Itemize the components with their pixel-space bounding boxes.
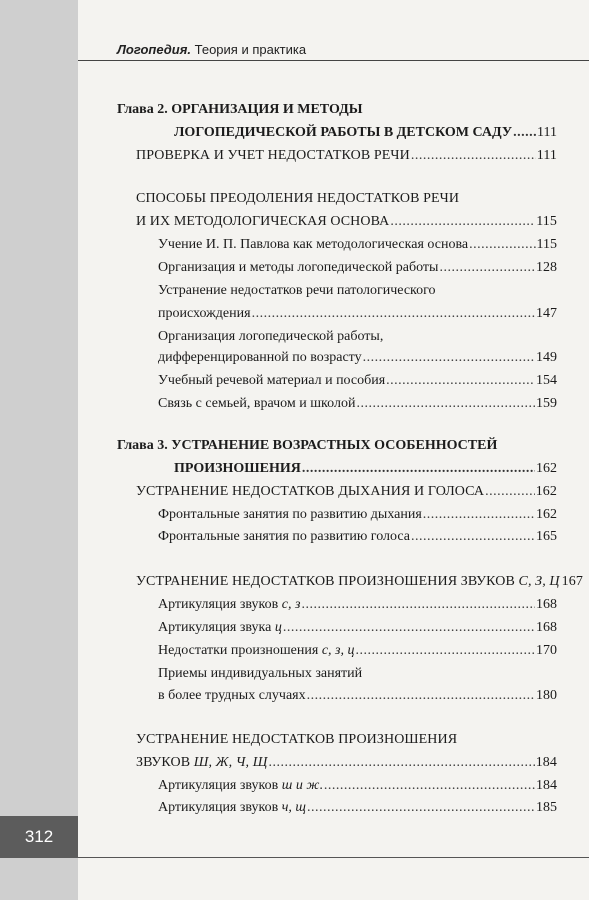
- dot-leader: [469, 236, 535, 254]
- page-ref: 115: [536, 214, 557, 229]
- page-ref: 168: [536, 620, 557, 635]
- dot-leader: [302, 460, 535, 478]
- page-ref: 168: [536, 597, 557, 612]
- dot-leader: [268, 754, 534, 772]
- dot-leader: [411, 147, 536, 165]
- page-ref: 184: [536, 778, 557, 793]
- toc-section-5-line2: ЗВУКОВ Ш, Ж, Ч, Щ ..... 184: [136, 754, 557, 772]
- toc-section-1: ПРОВЕРКА И УЧЕТ НЕДОСТАТКОВ РЕЧИ ..... 111: [136, 147, 557, 165]
- dot-leader: [411, 528, 535, 546]
- page-ref: 111: [536, 148, 557, 163]
- dot-leader: [386, 372, 535, 390]
- toc-item-3-line1: Устранение недостатков речи патологического: [158, 283, 436, 298]
- dot-leader: [307, 799, 535, 817]
- page-ref: 165: [536, 529, 557, 544]
- header-subtitle: Теория и практика: [194, 42, 307, 57]
- toc-item-14: Артикуляция звуков ч, щ ..... 185: [158, 799, 557, 817]
- header-rule: [78, 60, 589, 61]
- dot-leader: [252, 305, 535, 323]
- toc-chapter-3-line1: Глава 3. УСТРАНЕНИЕ ВОЗРАСТНЫХ ОСОБЕННОСТЕЙ: [117, 438, 498, 453]
- left-margin-band: [0, 0, 78, 900]
- toc-item-4-line2: дифференцированной по возрасту ..... 149: [158, 349, 557, 367]
- toc-item-12-line1: Приемы индивидуальных занятий: [158, 666, 363, 681]
- toc-item-8: Фронтальные занятия по развитию голоса ..... 165: [158, 528, 557, 546]
- page-ref: 154: [536, 373, 557, 388]
- toc-item-5: Учебный речевой материал и пособия ..... 154: [158, 372, 557, 390]
- page-ref: 180: [536, 688, 557, 703]
- toc-chapter-2-line2: ЛОГОПЕДИЧЕСКОЙ РАБОТЫ В ДЕТСКОМ САДУ ..... 111: [174, 124, 557, 142]
- page-ref: 147: [536, 306, 557, 321]
- page-ref: 162: [536, 461, 557, 476]
- toc-item-6: Связь с семьей, врачом и школой ..... 159: [158, 395, 557, 413]
- dot-leader: [356, 395, 535, 413]
- dot-leader: [363, 349, 535, 367]
- dot-leader: [423, 506, 535, 524]
- toc-chapter-2-line1: Глава 2. ОРГАНИЗАЦИЯ И МЕТОДЫ: [117, 102, 363, 117]
- toc-item-11: Недостатки произношения с, з, ц ..... 170: [158, 642, 557, 660]
- page-ref: 162: [536, 507, 557, 522]
- toc-section-3: УСТРАНЕНИЕ НЕДОСТАТКОВ ДЫХАНИЯ И ГОЛОСА ..... 162: [136, 483, 557, 501]
- toc-item-7: Фронтальные занятия по развитию дыхания ..... 162: [158, 506, 557, 524]
- toc-item-9: Артикуляция звуков с, з ..... 168: [158, 596, 557, 614]
- running-header: [117, 42, 306, 57]
- page-ref: 149: [536, 350, 557, 365]
- toc-section-4: УСТРАНЕНИЕ НЕДОСТАТКОВ ПРОИЗНОШЕНИЯ ЗВУКОВ С, З, Ц 167: [136, 574, 583, 589]
- bottom-rule: [78, 857, 589, 858]
- page-ref: 170: [536, 643, 557, 658]
- toc-section-5-line1: УСТРАНЕНИЕ НЕДОСТАТКОВ ПРОИЗНОШЕНИЯ: [136, 732, 458, 747]
- page-ref: 184: [535, 755, 557, 770]
- toc-item-4-line1: Организация логопедической работы,: [158, 329, 384, 344]
- dot-leader: [283, 619, 535, 637]
- dot-leader: [324, 777, 535, 795]
- header-title: Логопедия.: [117, 42, 192, 57]
- dot-leader: [439, 259, 535, 277]
- page-ref: 115: [536, 237, 557, 252]
- toc-item-3-line2: происхождения ..... 147: [158, 305, 557, 323]
- toc-item-1: Учение И. П. Павлова как методологическая основа ..... 115: [158, 236, 557, 254]
- dot-leader: [513, 124, 536, 142]
- page-ref: 159: [536, 396, 557, 411]
- toc-item-2: Организация и методы логопедической работы ..... 128: [158, 259, 557, 277]
- dot-leader: [485, 483, 535, 501]
- page-ref: 111: [537, 125, 557, 140]
- toc-section-2-line2: И ИХ МЕТОДОЛОГИЧЕСКАЯ ОСНОВА ..... 115: [136, 213, 557, 231]
- page-ref: 167: [561, 574, 583, 589]
- page-number: 312: [0, 816, 78, 858]
- toc-chapter-3-line2: ПРОИЗНОШЕНИЯ ..... 162: [174, 460, 557, 478]
- toc-item-12-line2: в более трудных случаях ..... 180: [158, 687, 557, 705]
- dot-leader: [301, 596, 535, 614]
- toc-item-13: Артикуляция звуков ш и ж. ..... 184: [158, 777, 557, 795]
- page-ref: 185: [536, 800, 557, 815]
- page-ref: 162: [535, 484, 557, 499]
- dot-leader: [307, 687, 535, 705]
- dot-leader: [390, 213, 535, 231]
- dot-leader: [356, 642, 536, 660]
- toc-item-10: Артикуляция звука ц ..... 168: [158, 619, 557, 637]
- toc-section-2-line1: СПОСОБЫ ПРЕОДОЛЕНИЯ НЕДОСТАТКОВ РЕЧИ: [136, 191, 460, 206]
- page-ref: 128: [536, 260, 557, 275]
